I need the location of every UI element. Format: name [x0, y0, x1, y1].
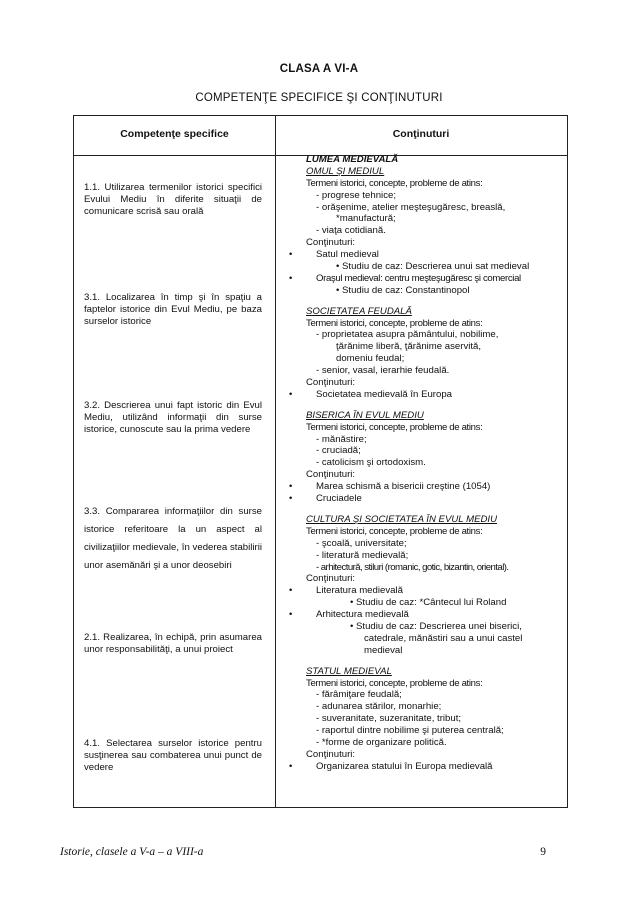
content-line: - mănăstire; [316, 433, 367, 445]
content-line: Termeni istorici, concepte, probleme de atins: [306, 677, 483, 689]
content-line: - *forme de organizare politică. [316, 736, 447, 748]
section-title: LUMEA MEDIEVALĂ [306, 154, 399, 165]
content-line: *manufactură; [336, 213, 396, 225]
footer-title: Istorie, clasele a V-a – a VIII-a [60, 846, 204, 858]
content-line: Conţinuturi: [306, 573, 356, 585]
content-line: - fărâmiţare feudală; [316, 689, 402, 701]
column-divider [275, 116, 276, 807]
table-header-row [74, 116, 567, 156]
content-bullet: • Arhitectura medievală [306, 609, 561, 621]
section-title: SOCIETATEA FEUDALĂ [306, 305, 412, 317]
content-line: catedrale, mănăstiri sau a unui castel [364, 632, 523, 644]
content-bullet: • Oraşul medieval: centru meşteşugăresc şi comercial [306, 273, 561, 285]
content-line: - suveranitate, suzeranitate, tribut; [316, 713, 462, 725]
content-bullet: • Cruciadele [306, 493, 561, 505]
content-line: Conţinuturi: [306, 237, 356, 249]
content-line: - catolicism şi ortodoxism. [316, 457, 426, 469]
page-title: CLASA A VI-A [279, 63, 359, 75]
content-line: Termeni istorici, concepte, probleme de atins: [306, 525, 483, 537]
competenta-1-1: 1.1. Utilizarea termenilor istorici specifici Evului Mediu în diferite situaţii de comunicare scrisă sau orală [84, 182, 262, 217]
content-line: Conţinuturi: [306, 377, 356, 389]
header-competente: Competenţe specifice [120, 128, 229, 140]
content-line: - adunarea stărilor, monarhie; [316, 701, 442, 713]
section-title: CULTURA ŞI SOCIETATEA ÎN EVUL MEDIU [306, 513, 498, 525]
header-continuturi: Conţinuturi [392, 128, 450, 140]
content-bullet: • Organizarea statului în Europa medievală [306, 761, 561, 773]
content-line: - progrese tehnice; [316, 189, 396, 201]
content-line: medieval [364, 644, 403, 656]
content-bullet: • Societatea medievală în Europa [306, 389, 561, 401]
content-bullet: • Literatura medievală [306, 585, 561, 597]
content-line: Conţinuturi: [306, 469, 356, 481]
content-line: • Studiu de caz: Constantinopol [336, 284, 470, 296]
section-title: BISERICA ÎN EVUL MEDIU [306, 409, 424, 421]
section-title: STATUL MEDIEVAL [306, 665, 392, 677]
content-line: • Studiu de caz: Descrierea unui sat medieval [336, 261, 530, 273]
content-line: - viaţa cotidiană. [316, 225, 386, 237]
content-line: domeniu feudal; [336, 353, 405, 365]
content-line: - şcoală, universitate; [316, 537, 407, 549]
content-line: - raportul dintre nobilime şi puterea centrală; [316, 725, 504, 737]
content-line: - literatură medievală; [316, 549, 409, 561]
content-line: Termeni istorici, concepte, probleme de atins: [306, 317, 483, 329]
content-bullet: • Satul medieval [306, 249, 561, 261]
content-line: Termeni istorici, concepte, probleme de atins: [306, 177, 483, 189]
content-line: - cruciadă; [316, 445, 361, 457]
content-line: • Studiu de caz: Descrierea unei biserici, [350, 620, 522, 632]
page-subtitle: COMPETENŢE SPECIFICE ŞI CONŢINUTURI [195, 92, 443, 104]
content-line: - proprietatea asupra pământului, nobilime, [316, 329, 499, 341]
continuturi-column [306, 154, 561, 773]
content-line: - orăşenime, atelier meşteşugăresc, breaslă, [316, 201, 506, 213]
content-line: ţărănime liberă, ţărănime aservită, [336, 341, 482, 353]
section-title: OMUL ŞI MEDIUL [306, 165, 385, 177]
content-line: • Studiu de caz: *Cântecul lui Roland [350, 597, 507, 609]
content-bullet: • Marea schismă a bisericii creştine (1054) [306, 481, 561, 493]
curriculum-table [73, 115, 568, 808]
page-number: 9 [540, 846, 546, 858]
content-line: - senior, vasal, ierarhie feudală. [316, 365, 450, 377]
competenta-3-1: 3.1. Localizarea în timp şi în spaţiu a faptelor istorice din Evul Mediu, pe baza surselor istorice [84, 292, 262, 327]
competenta-4-1: 4.1. Selectarea surselor istorice pentru susţinerea sau combaterea unui punct de vedere [84, 738, 262, 773]
content-line: Termeni istorici, concepte, probleme de atins: [306, 421, 483, 433]
content-line: Conţinuturi: [306, 748, 356, 760]
competenta-3-3: 3.3. Compararea informaţiilor din surse istorice referitoare la un aspect al civilizaţiilor medievale, în vederea stabilirii unor asemănări şi a unor deosebiri [84, 506, 262, 571]
competenta-3-2: 3.2. Descrierea unui fapt istoric din Evul Mediu, utilizând informaţii din surse istorice, cunoscute sau la prima vedere [84, 400, 262, 435]
competenta-2-1: 2.1. Realizarea, în echipă, prin asumarea unor responsabilităţi, a unui proiect [84, 632, 262, 655]
content-line: - arhitectură, stiluri (romanic, gotic, bizantin, oriental). [316, 561, 509, 573]
